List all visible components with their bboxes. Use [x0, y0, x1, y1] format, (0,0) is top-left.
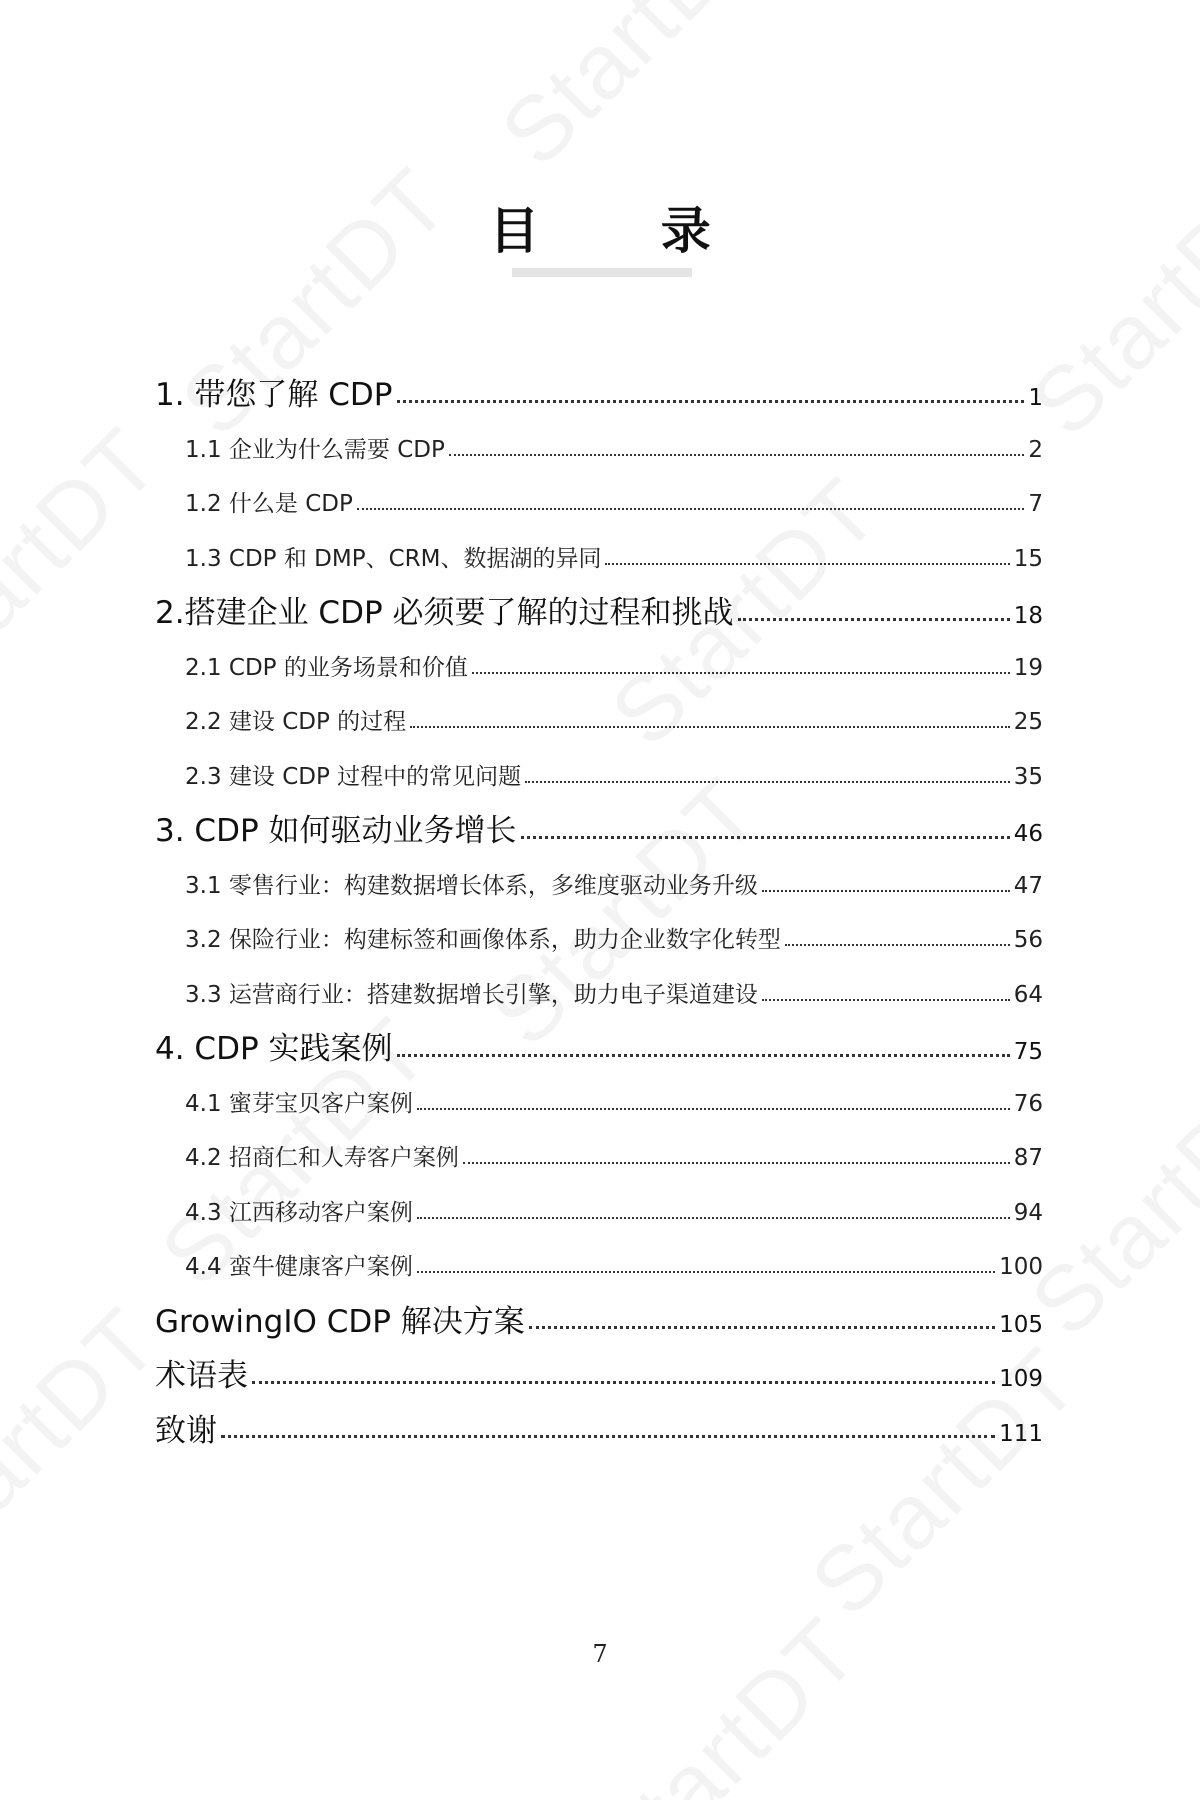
toc-entry-page: 75 — [1013, 1039, 1043, 1065]
toc-section-entry[interactable] — [155, 423, 1043, 478]
toc-entry-page: 105 — [999, 1311, 1043, 1338]
toc-leader-dots — [762, 999, 1010, 1001]
toc-leader-dots — [417, 1271, 995, 1273]
toc-entry-label: 2.2 建设 CDP 的过程 — [185, 709, 407, 735]
toc-entry-label: 4.4 蛮牛健康客户案例 — [185, 1254, 413, 1280]
toc-entry-label: 4. CDP 实践案例 — [155, 1031, 393, 1067]
watermark — [0, 1288, 180, 1596]
toc-leader-dots — [472, 672, 1010, 674]
toc-leader-dots — [221, 1435, 995, 1438]
toc-title-wrap — [0, 195, 1200, 267]
toc-section-entry[interactable] — [155, 913, 1043, 968]
toc-leader-dots — [417, 1108, 1010, 1110]
toc-section-entry[interactable] — [155, 968, 1043, 1023]
toc-entry-label: 1.1 企业为什么需要 CDP — [185, 436, 445, 463]
watermark — [571, 1598, 879, 1800]
toc-entry-label: 2.3 建设 CDP 过程中的常见问题 — [185, 763, 522, 790]
toc-entry-label: 1.2 什么是 CDP — [185, 491, 353, 517]
toc-entry-page: 111 — [999, 1420, 1043, 1447]
toc-leader-dots — [605, 563, 1009, 565]
toc-entry-page: 64 — [1013, 981, 1043, 1008]
toc-entry-page: 76 — [1013, 1090, 1043, 1117]
toc-entry-label: 3.3 运营商行业：搭建数据增长引擎，助力电子渠道建设 — [185, 981, 758, 1008]
toc-section-entry[interactable] — [155, 695, 1043, 750]
toc-chapter-entry[interactable] — [155, 804, 1043, 859]
toc-leader-dots — [762, 890, 1010, 892]
toc-entry-page: 46 — [1013, 821, 1043, 847]
toc-section-entry[interactable] — [155, 1077, 1043, 1132]
toc-entry-label: 4.3 江西移动客户案例 — [185, 1199, 413, 1226]
toc-entry-label: 3.1 零售行业：构建数据增长体系，多维度驱动业务升级 — [185, 872, 758, 899]
toc-entry-label: 1. 带您了解 CDP — [155, 377, 393, 413]
toc-leader-dots — [417, 1217, 1010, 1219]
toc-entry-label: 术语表 — [155, 1358, 248, 1394]
toc-chapter-entry[interactable] — [155, 1349, 1043, 1404]
toc-leader-dots — [397, 1054, 1010, 1057]
page-number: 7 — [592, 1640, 608, 1668]
toc-entry-page: 56 — [1013, 927, 1043, 953]
toc-entry-label: 3. CDP 如何驱动业务增长 — [155, 813, 517, 849]
toc-section-entry[interactable] — [155, 477, 1043, 532]
toc-leader-dots — [449, 454, 1025, 456]
toc-entry-page: 94 — [1013, 1199, 1043, 1226]
toc-chapter-entry[interactable] — [155, 1295, 1043, 1350]
toc-entry-label: 1.3 CDP 和 DMP、CRM、数据湖的异同 — [185, 545, 602, 572]
toc-leader-dots — [357, 508, 1025, 510]
toc-leader-dots — [521, 836, 1010, 839]
toc-section-entry[interactable] — [155, 859, 1043, 914]
toc-entry-page: 35 — [1013, 763, 1043, 790]
toc-entry-page: 25 — [1013, 709, 1043, 735]
toc-section-entry[interactable] — [155, 532, 1043, 587]
toc-chapter-entry[interactable] — [155, 586, 1043, 641]
toc-leader-dots — [410, 726, 1010, 728]
toc-leader-dots — [463, 1162, 1010, 1164]
toc-entry-page: 2 — [1028, 436, 1043, 463]
toc-entry-page: 100 — [999, 1254, 1043, 1280]
toc-chapter-entry[interactable] — [155, 368, 1043, 423]
toc-chapter-entry[interactable] — [155, 1022, 1043, 1077]
toc-section-entry[interactable] — [155, 641, 1043, 696]
toc-section-entry[interactable] — [155, 1186, 1043, 1241]
toc-entry-page: 87 — [1013, 1145, 1043, 1171]
toc-leader-dots — [397, 400, 1025, 403]
toc-entry-page: 18 — [1013, 603, 1043, 629]
toc-entry-page: 47 — [1013, 872, 1043, 899]
toc-chapter-entry[interactable] — [155, 1404, 1043, 1459]
toc-section-entry[interactable] — [155, 1240, 1043, 1295]
toc-leader-dots — [252, 1381, 995, 1384]
toc-entry-label: 4.1 蜜芽宝贝客户案例 — [185, 1090, 413, 1117]
table-of-contents — [155, 368, 1043, 1458]
toc-entry-label: 2.1 CDP 的业务场景和价值 — [185, 654, 468, 681]
toc-section-entry[interactable] — [155, 1131, 1043, 1186]
watermark — [0, 408, 180, 716]
toc-entry-page: 19 — [1013, 654, 1043, 681]
toc-entry-page: 7 — [1028, 491, 1043, 517]
toc-leader-dots — [738, 618, 1010, 621]
toc-leader-dots — [529, 1326, 995, 1329]
toc-title: 目 录 — [489, 202, 763, 260]
toc-entry-label: 3.2 保险行业：构建标签和画像体系，助力企业数字化转型 — [185, 927, 781, 953]
toc-entry-label: 致谢 — [155, 1412, 217, 1449]
toc-section-entry[interactable] — [155, 750, 1043, 805]
toc-entry-page: 15 — [1013, 545, 1043, 572]
title-underline — [512, 268, 692, 277]
toc-entry-label: 4.2 招商仁和人寿客户案例 — [185, 1145, 459, 1171]
toc-entry-page: 109 — [999, 1366, 1043, 1392]
toc-leader-dots — [525, 781, 1010, 783]
watermark — [481, 0, 789, 187]
toc-entry-label: 2.搭建企业 CDP 必须要了解的过程和挑战 — [155, 595, 734, 631]
toc-leader-dots — [785, 944, 1010, 946]
toc-entry-label: GrowingIO CDP 解决方案 — [155, 1303, 525, 1340]
toc-entry-page: 1 — [1028, 385, 1043, 411]
